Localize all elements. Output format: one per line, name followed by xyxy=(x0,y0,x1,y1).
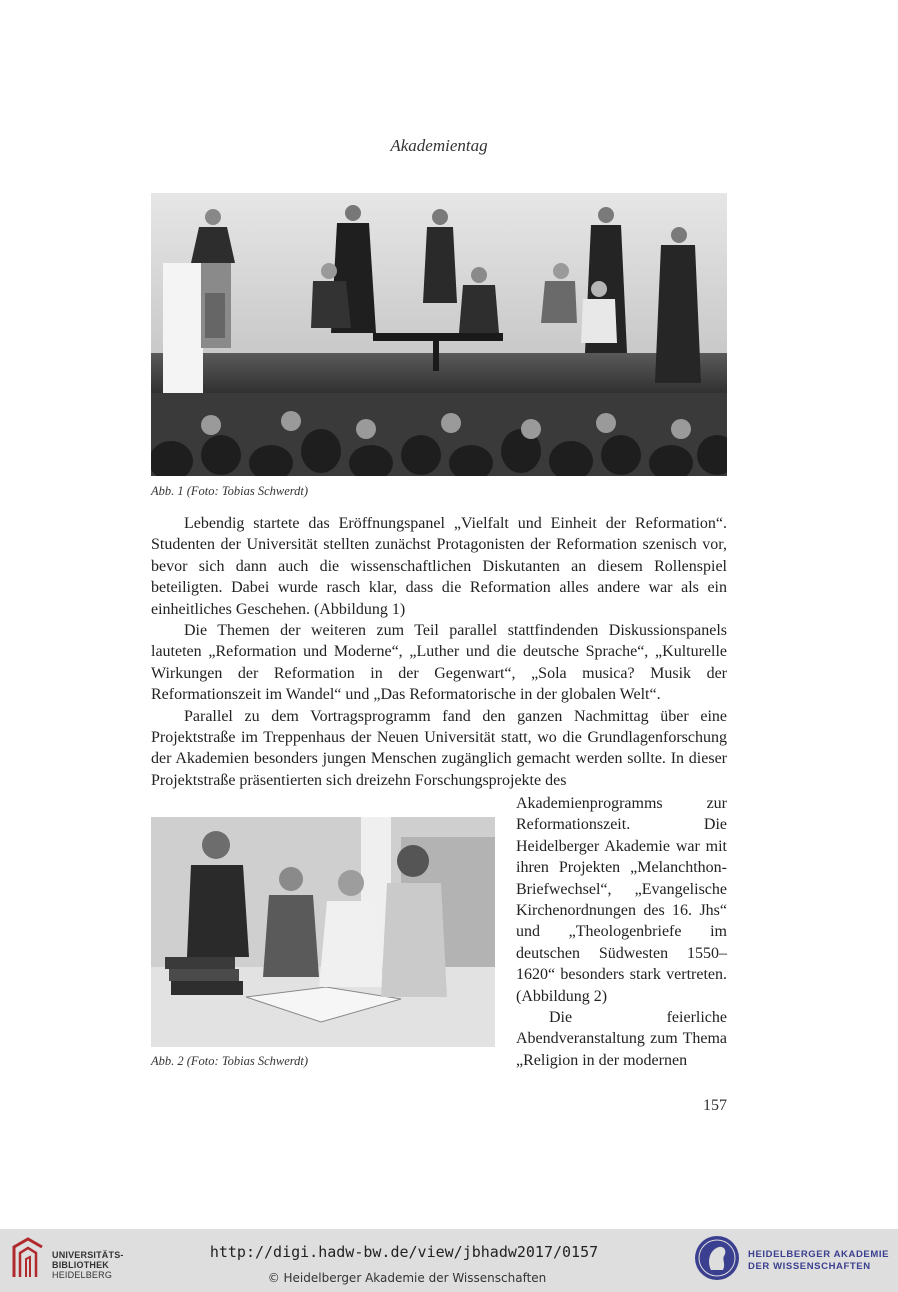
figure-2-photo xyxy=(151,817,495,1047)
paragraph: Die feierliche Abendveranstaltung zum Thema „Religion in der modernen xyxy=(516,1009,727,1069)
page-url-link[interactable]: http://digi.hadw-bw.de/view/jbhadw2017/0157 xyxy=(209,1243,599,1261)
academy-seal-icon xyxy=(693,1234,741,1282)
copyright-notice: © Heidelberger Akademie der Wissenschaften xyxy=(267,1271,547,1285)
library-name: UNIVERSITÄTS- BIBLIOTHEK HEIDELBERG xyxy=(52,1250,124,1280)
figure-1-caption: Abb. 1 (Foto: Tobias Schwerdt) xyxy=(151,484,309,498)
figure-1-photo xyxy=(151,193,727,476)
side-text xyxy=(516,793,727,1071)
paragraph: Parallel zu dem Vortragsprogramm fand den ganzen Nachmittag über eine Projektstraße im Treppenhaus der Neuen Universität statt, wo die Grundlagenforschung der Akademien besonders jungen Menschen zugänglich gemacht werden sollte. In dieser Projektstraße präsentierten sich dreizehn Forschungsprojekte des xyxy=(151,707,727,789)
page-number: 157 xyxy=(703,1097,727,1114)
main-text xyxy=(151,513,727,791)
footer-bar xyxy=(0,1229,898,1292)
paragraph: Akademienprogramms zur Reformationszeit. Die Heidelberger Akademie war mit ihren Projekten „Melanchthon-Briefwechsel“, „Evangelische Kirchenordnungen des 16. Jhs“ und „Theologenbriefe im deutschen Südwesten 1550–1620“ besonders stark vertreten. (Abbildung 2) xyxy=(516,795,727,1005)
paragraph: Die Themen der weiteren zum Teil parallel stattfindenden Diskussionspanels lauteten „Reformation und Moderne“, „Luther und die deutsche Sprache“, „Kulturelle Wirkungen der Reformation in der Gegenwart“, „Sola musica? Musik der Reformationszeit im Wandel“ und „Das Reformatorische in der globalen Welt“. xyxy=(151,622,727,704)
academy-name: HEIDELBERGER AKADEMIE DER WISSENSCHAFTEN xyxy=(748,1249,890,1272)
paragraph: Lebendig startete das Eröffnungspanel „Vielfalt und Einheit der Reformation“. Studenten der Universität stellten zunächst Protagonisten der Reformation szenisch vor, bevor sich dann auch die wissenschaftlichen Diskutanten an diesem Rollenspiel beteiligten. Dabei wurde rasch klar, dass die Reformation alles andere war als ein einheitliches Geschehen. (Abbildung 1) xyxy=(151,515,727,618)
academy-logo[interactable] xyxy=(693,1234,893,1286)
figure-2-caption: Abb. 2 (Foto: Tobias Schwerdt) xyxy=(151,1054,309,1068)
running-head: Akademientag xyxy=(390,136,488,155)
